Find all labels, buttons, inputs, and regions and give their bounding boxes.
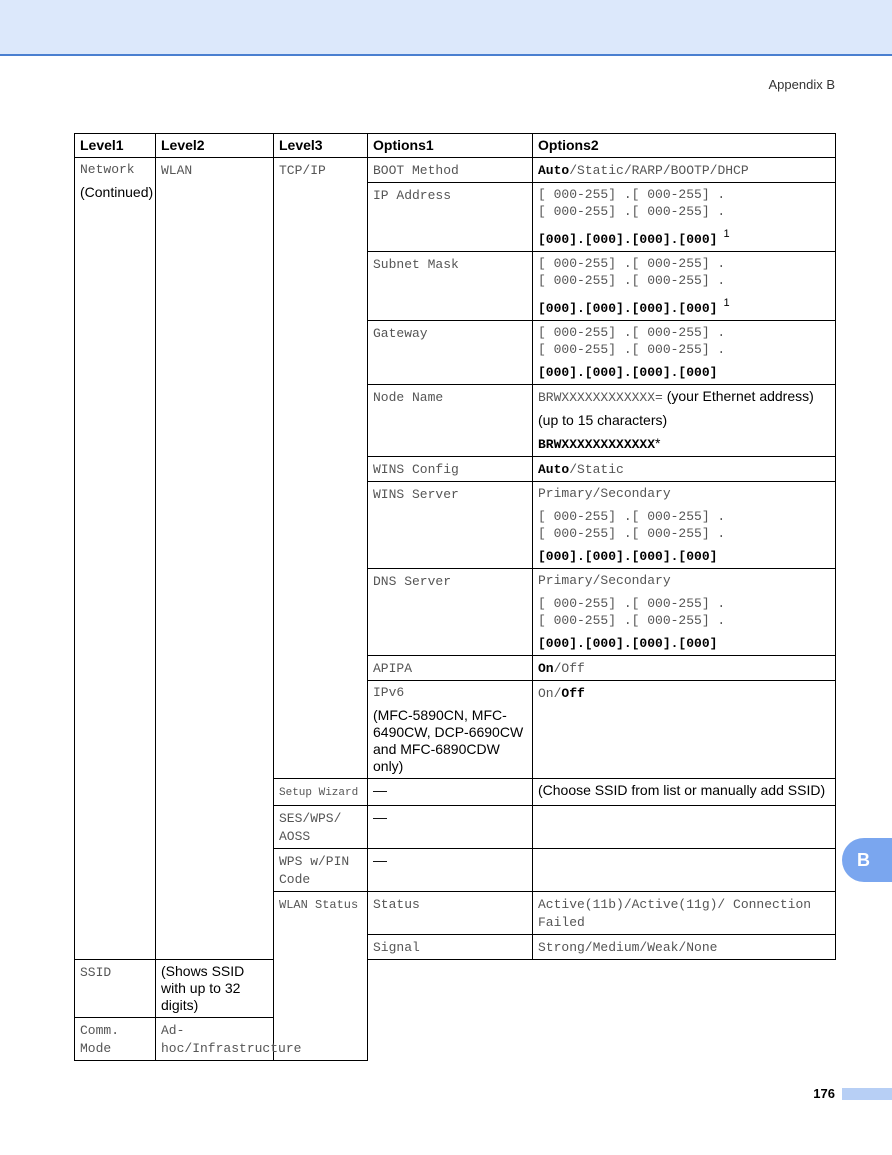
subnet-range-2: [ 000-255] .[ 000-255] . xyxy=(538,273,726,288)
node-name-label: Node Name xyxy=(373,390,444,405)
ip-range-2: [ 000-255] .[ 000-255] . xyxy=(538,204,726,219)
level2-cell xyxy=(156,158,274,960)
wins-server-default: [000].[000].[000].[000] xyxy=(538,549,718,564)
wins-config-label: WINS Config xyxy=(373,462,459,477)
ip-address-label: IP Address xyxy=(373,188,452,203)
header-options2: Options2 xyxy=(533,134,836,158)
comm-mode-value: Ad-hoc/Infrastructure xyxy=(161,1023,302,1056)
dns-server-range-2: [ 000-255] .[ 000-255] . xyxy=(538,613,726,628)
boot-default: Auto xyxy=(538,163,570,178)
gateway-range-1: [ 000-255] .[ 000-255] . xyxy=(538,325,726,340)
setup-wizard-label: Setup Wizard xyxy=(279,787,359,799)
setup-wizard-opt1: — xyxy=(373,782,387,798)
settings-table xyxy=(74,133,836,1061)
wins-server-label: WINS Server xyxy=(373,487,459,502)
node-name-limit: (up to 15 characters) xyxy=(538,412,668,428)
ipv6-options: On/ xyxy=(538,686,562,701)
ses-wps-aoss-label: SES/WPS/ AOSS xyxy=(279,811,342,844)
header-band xyxy=(0,0,892,56)
ipv6-default: Off xyxy=(561,686,585,701)
gateway-default: [000].[000].[000].[000] xyxy=(538,365,718,380)
appendix-tab: B xyxy=(842,838,892,882)
comm-mode-label: Comm. Mode xyxy=(80,1023,120,1056)
page-number: 176 xyxy=(813,1086,835,1101)
dns-server-default: [000].[000].[000].[000] xyxy=(538,636,718,651)
ip-range-1: [ 000-255] .[ 000-255] . xyxy=(538,187,726,202)
dns-server-label: DNS Server xyxy=(373,574,452,589)
table-row xyxy=(75,1018,836,1061)
apipa-label: APIPA xyxy=(373,661,413,676)
level3-wlan-status xyxy=(274,892,368,1061)
ssid-value: (Shows SSID with up to 32 digits) xyxy=(161,963,245,1013)
node-name-default: BRWXXXXXXXXXXXX xyxy=(538,437,656,452)
level1-cell xyxy=(75,158,156,960)
header-level2: Level2 xyxy=(156,134,274,158)
level3-tcpip xyxy=(274,158,368,779)
level1-value: Network xyxy=(80,162,135,177)
wins-server-choices: Primary/Secondary xyxy=(538,486,671,501)
signal-label: Signal xyxy=(373,940,420,955)
subnet-range-1: [ 000-255] .[ 000-255] . xyxy=(538,256,726,271)
dns-server-range-1: [ 000-255] .[ 000-255] . xyxy=(538,596,726,611)
apipa-default: On xyxy=(538,661,554,676)
status-label: Status xyxy=(373,897,420,912)
node-name-asterisk: * xyxy=(655,435,661,451)
level2-value: WLAN xyxy=(161,163,193,178)
ipv6-models: (MFC-5890CN, MFC-6490CW, DCP-6690CW and MFC-6890CDW only) xyxy=(373,707,524,774)
header-level3: Level3 xyxy=(274,134,368,158)
boot-options: /Static/RARP/BOOTP/DHCP xyxy=(569,163,749,178)
level1-note: (Continued) xyxy=(80,184,154,200)
gateway-label: Gateway xyxy=(373,326,428,341)
wins-server-range-2: [ 000-255] .[ 000-255] . xyxy=(538,526,726,541)
wins-server-range-1: [ 000-255] .[ 000-255] . xyxy=(538,509,726,524)
ses-opt1: — xyxy=(373,809,387,825)
table-header-row xyxy=(75,134,836,158)
wins-config-default: Auto xyxy=(538,462,570,477)
setup-wizard-opt2: (Choose SSID from list or manually add SSID) xyxy=(538,782,826,798)
wins-config-options: /Static xyxy=(569,462,624,477)
running-title: Appendix B xyxy=(768,77,835,92)
ssid-label: SSID xyxy=(80,965,112,980)
header-options1: Options1 xyxy=(368,134,533,158)
ip-default: [000].[000].[000].[000] xyxy=(538,232,718,247)
status-value: Active(11b)/Active(11g)/ Connection Failed xyxy=(538,897,812,930)
wlan-status-label: WLAN Status xyxy=(279,898,359,912)
subnet-default: [000].[000].[000].[000] xyxy=(538,301,718,316)
gateway-range-2: [ 000-255] .[ 000-255] . xyxy=(538,342,726,357)
signal-value: Strong/Medium/Weak/None xyxy=(538,940,718,955)
page-number-bar xyxy=(842,1088,892,1100)
ip-footnote: 1 xyxy=(723,228,730,240)
boot-method-label: BOOT Method xyxy=(373,163,459,178)
apipa-options: /Off xyxy=(553,661,585,676)
node-name-value: BRWXXXXXXXXXXXX= xyxy=(538,390,663,405)
table-row xyxy=(75,960,836,1018)
wps-pin-opt1: — xyxy=(373,852,387,868)
node-name-desc: (your Ethernet address) xyxy=(662,388,814,404)
header-level1: Level1 xyxy=(75,134,156,158)
table-row xyxy=(75,158,836,183)
tcpip-label: TCP/IP xyxy=(279,163,326,178)
wps-pin-label: WPS w/PIN Code xyxy=(279,854,350,887)
dns-server-choices: Primary/Secondary xyxy=(538,573,671,588)
subnet-mask-label: Subnet Mask xyxy=(373,257,459,272)
subnet-footnote: 1 xyxy=(723,297,730,309)
ipv6-label: IPv6 xyxy=(373,685,405,700)
